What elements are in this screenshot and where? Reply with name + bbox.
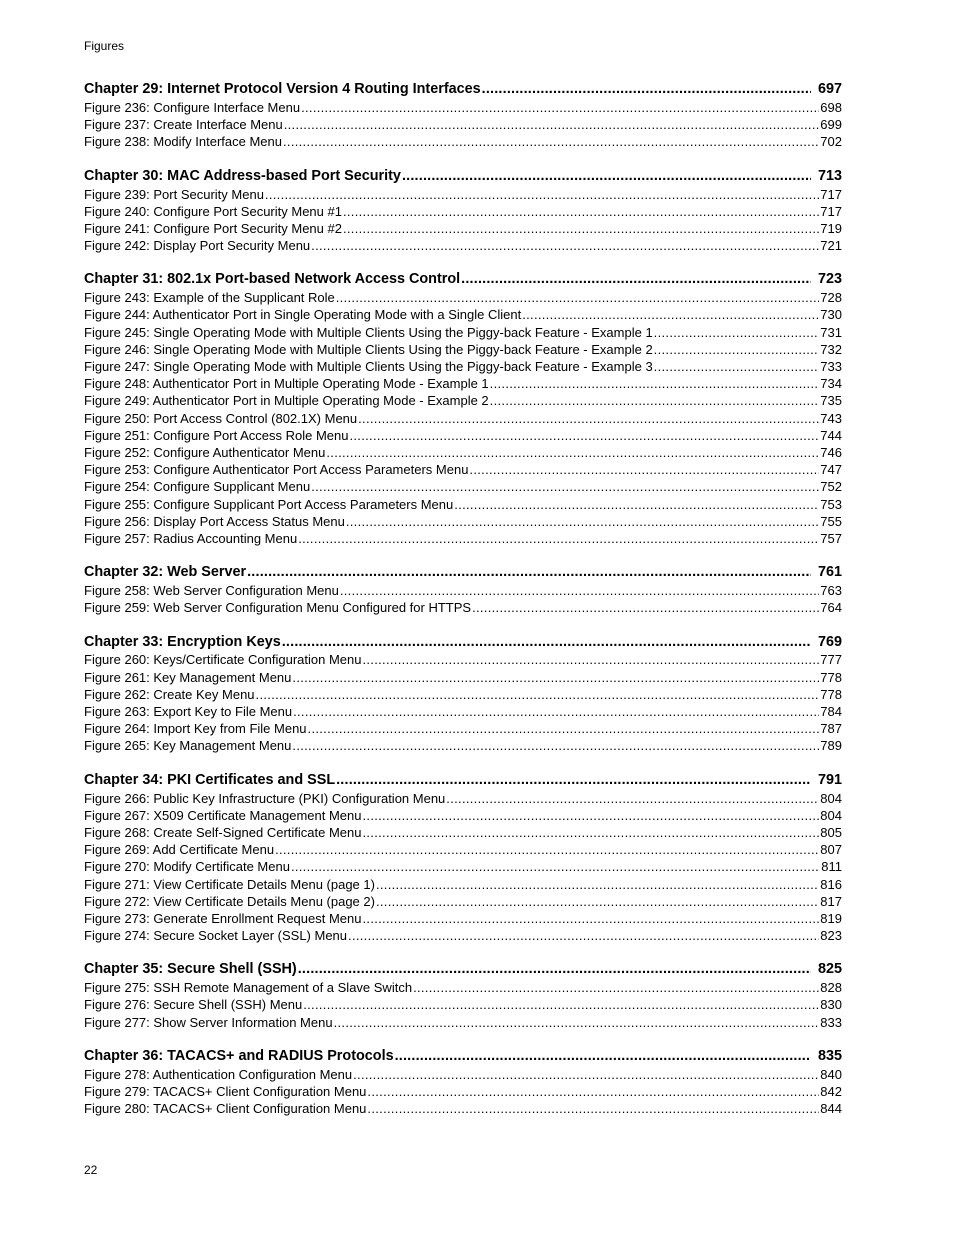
figure-page-number: 823	[820, 928, 842, 944]
dot-leader	[362, 652, 819, 669]
dot-leader	[298, 960, 811, 979]
figure-entry[interactable]	[84, 979, 842, 996]
figure-entry[interactable]	[84, 686, 842, 703]
dot-leader	[303, 997, 819, 1014]
figure-entry[interactable]	[84, 841, 842, 858]
figure-entry[interactable]	[84, 496, 842, 513]
dot-leader	[353, 1066, 819, 1083]
figure-entry[interactable]	[84, 427, 842, 444]
figure-page-number: 807	[820, 842, 842, 858]
figure-title: Figure 280: TACACS+ Client Configuration Menu	[84, 1101, 367, 1117]
dot-leader	[293, 703, 819, 720]
figure-title: Figure 270: Modify Certificate Menu	[84, 859, 290, 875]
figure-page-number: 819	[820, 910, 842, 926]
figure-title: Figure 260: Keys/Certificate Configuration Menu	[84, 652, 362, 668]
figure-page-number: 833	[820, 1014, 842, 1030]
dot-leader	[346, 513, 819, 530]
dot-leader	[301, 99, 819, 116]
figure-title: Figure 268: Create Self-Signed Certificate Menu	[84, 824, 362, 840]
dot-leader	[308, 720, 820, 737]
figure-title: Figure 254: Configure Supplicant Menu	[84, 479, 311, 495]
figure-title: Figure 245: Single Operating Mode with Multiple Clients Using the Piggy-back Feature - Example 1	[84, 324, 653, 340]
dot-leader	[362, 824, 819, 841]
table-of-figures	[84, 80, 842, 1133]
figure-entry[interactable]	[84, 461, 842, 478]
figure-title: Figure 277: Show Server Information Menu	[84, 1014, 333, 1030]
figure-title: Figure 247: Single Operating Mode with Multiple Clients Using the Piggy-back Feature - Example 3	[84, 359, 653, 375]
figure-title: Figure 244: Authenticator Port in Single Operating Mode with a Single Client	[84, 307, 522, 323]
figure-page-number: 743	[820, 410, 842, 426]
figure-entry[interactable]	[84, 324, 842, 341]
chapter-entry[interactable]	[84, 270, 842, 289]
figure-entry[interactable]	[84, 444, 842, 461]
figure-title: Figure 257: Radius Accounting Menu	[84, 530, 298, 546]
figure-page-number: 747	[820, 462, 842, 478]
dot-leader	[654, 341, 820, 358]
figure-entry[interactable]	[84, 807, 842, 824]
figure-entry[interactable]	[84, 392, 842, 409]
figure-title: Figure 236: Configure Interface Menu	[84, 99, 301, 115]
figure-page-number: 828	[820, 980, 842, 996]
figure-title: Figure 241: Configure Port Security Menu #2	[84, 220, 342, 236]
figure-title: Figure 262: Create Key Menu	[84, 686, 255, 702]
figure-page-number: 717	[820, 186, 842, 202]
figure-page-number: 844	[820, 1101, 842, 1117]
chapter-entry[interactable]	[84, 771, 842, 790]
toc-chapter	[84, 167, 842, 255]
figure-title: Figure 276: Secure Shell (SSH) Menu	[84, 997, 303, 1013]
figure-page-number: 735	[820, 393, 842, 409]
figure-entry[interactable]	[84, 99, 842, 116]
dot-leader	[395, 1047, 811, 1066]
toc-chapter	[84, 1047, 842, 1118]
dot-leader	[358, 410, 819, 427]
figure-entry[interactable]	[84, 375, 842, 392]
chapter-title: Chapter 33: Encryption Keys	[84, 633, 281, 650]
figure-page-number: 777	[820, 652, 842, 668]
figure-title: Figure 261: Key Management Menu	[84, 669, 292, 685]
chapter-title: Chapter 35: Secure Shell (SSH)	[84, 961, 297, 978]
dot-leader	[336, 771, 811, 790]
chapter-page-number: 723	[817, 271, 842, 288]
figure-page-number: 734	[820, 376, 842, 392]
figure-title: Figure 250: Port Access Control (802.1X) Menu	[84, 410, 358, 426]
figure-title: Figure 266: Public Key Infrastructure (PKI) Configuration Menu	[84, 790, 446, 806]
page-number: 22	[84, 1163, 98, 1177]
figure-title: Figure 246: Single Operating Mode with Multiple Clients Using the Piggy-back Feature - Example 2	[84, 341, 653, 357]
figure-entry[interactable]	[84, 237, 842, 254]
figure-page-number: 752	[820, 479, 842, 495]
dot-leader	[490, 375, 820, 392]
figure-title: Figure 274: Secure Socket Layer (SSL) Menu	[84, 928, 348, 944]
figure-page-number: 804	[820, 807, 842, 823]
figure-page-number: 840	[820, 1066, 842, 1082]
figure-page-number: 764	[820, 600, 842, 616]
dot-leader	[336, 289, 820, 306]
figure-page-number: 805	[820, 824, 842, 840]
figure-entry[interactable]	[84, 289, 842, 306]
figure-title: Figure 267: X509 Certificate Management Menu	[84, 807, 362, 823]
figure-title: Figure 237: Create Interface Menu	[84, 117, 283, 133]
dot-leader	[291, 858, 820, 875]
chapter-title: Chapter 32: Web Server	[84, 564, 247, 581]
figure-entry[interactable]	[84, 358, 842, 375]
toc-chapter	[84, 80, 842, 151]
figure-title: Figure 252: Configure Authenticator Menu	[84, 444, 326, 460]
dot-leader	[256, 686, 820, 703]
chapter-title: Chapter 30: MAC Address-based Port Security	[84, 167, 401, 184]
figure-page-number: 702	[820, 134, 842, 150]
figure-entry[interactable]	[84, 1100, 842, 1117]
chapter-entry[interactable]	[84, 633, 842, 652]
dot-leader	[348, 927, 819, 944]
chapter-page-number: 697	[817, 81, 842, 97]
dot-leader	[363, 910, 820, 927]
figure-title: Figure 255: Configure Supplicant Port Access Parameters Menu	[84, 496, 454, 512]
toc-chapter	[84, 960, 842, 1031]
figure-title: Figure 242: Display Port Security Menu	[84, 238, 311, 254]
dot-leader	[454, 496, 819, 513]
figure-entry[interactable]	[84, 824, 842, 841]
dot-leader	[490, 392, 820, 409]
dot-leader	[367, 1083, 819, 1100]
chapter-page-number: 713	[817, 167, 842, 184]
figure-entry[interactable]	[84, 203, 842, 220]
chapter-page-number: 791	[817, 771, 842, 788]
figure-entry[interactable]	[84, 652, 842, 669]
figure-entry[interactable]	[84, 582, 842, 599]
figure-entry[interactable]	[84, 1083, 842, 1100]
figure-page-number: 789	[820, 738, 842, 754]
figure-title: Figure 253: Configure Authenticator Port Access Parameters Menu	[84, 462, 469, 478]
chapter-title: Chapter 29: Internet Protocol Version 4 Routing Interfaces	[84, 81, 481, 97]
dot-leader	[376, 893, 819, 910]
figure-title: Figure 249: Authenticator Port in Multiple Operating Mode - Example 2	[84, 393, 489, 409]
chapter-title: Chapter 31: 802.1x Port-based Network Access Control	[84, 271, 461, 288]
figure-entry[interactable]	[84, 893, 842, 910]
figure-page-number: 698	[820, 99, 842, 115]
toc-chapter	[84, 563, 842, 616]
figure-entry[interactable]	[84, 116, 842, 133]
toc-chapter	[84, 633, 842, 755]
figure-page-number: 811	[821, 859, 842, 875]
dot-leader	[298, 530, 819, 547]
figure-entry[interactable]	[84, 307, 842, 324]
figure-title: Figure 259: Web Server Configuration Menu Configured for HTTPS	[84, 600, 472, 616]
dot-leader	[376, 876, 819, 893]
figure-page-number: 731	[820, 324, 842, 340]
chapter-page-number: 835	[817, 1047, 842, 1064]
figure-page-number: 733	[820, 359, 842, 375]
chapter-entry[interactable]	[84, 1047, 842, 1066]
figure-page-number: 732	[820, 341, 842, 357]
dot-leader	[654, 358, 820, 375]
dot-leader	[654, 324, 820, 341]
figure-title: Figure 243: Example of the Supplicant Role	[84, 290, 335, 306]
dot-leader	[363, 807, 820, 824]
figure-page-number: 817	[820, 893, 842, 909]
figure-title: Figure 271: View Certificate Details Menu (page 1)	[84, 876, 375, 892]
figure-page-number: 757	[820, 530, 842, 546]
figure-entry[interactable]	[84, 186, 842, 203]
figure-page-number: 744	[820, 427, 842, 443]
dot-leader	[446, 790, 819, 807]
dot-leader	[292, 737, 819, 754]
figure-entry[interactable]	[84, 341, 842, 358]
figure-entry[interactable]	[84, 513, 842, 530]
figure-entry[interactable]	[84, 720, 842, 737]
dot-leader	[343, 220, 819, 237]
figure-title: Figure 269: Add Certificate Menu	[84, 842, 275, 858]
dot-leader	[469, 461, 819, 478]
chapter-title: Chapter 34: PKI Certificates and SSL	[84, 771, 336, 788]
figure-entry[interactable]	[84, 997, 842, 1014]
figure-title: Figure 275: SSH Remote Management of a Slave Switch	[84, 980, 413, 996]
figure-title: Figure 265: Key Management Menu	[84, 738, 292, 754]
figure-page-number: 719	[820, 220, 842, 236]
figure-page-number: 728	[820, 290, 842, 306]
figure-title: Figure 248: Authenticator Port in Multiple Operating Mode - Example 1	[84, 376, 489, 392]
figure-title: Figure 279: TACACS+ Client Configuration Menu	[84, 1084, 367, 1100]
figure-entry[interactable]	[84, 669, 842, 686]
dot-leader	[282, 633, 811, 652]
figure-title: Figure 263: Export Key to File Menu	[84, 704, 293, 720]
figure-page-number: 787	[820, 721, 842, 737]
chapter-entry[interactable]	[84, 960, 842, 979]
dot-leader	[522, 307, 819, 324]
dot-leader	[311, 237, 819, 254]
toc-chapter	[84, 270, 842, 547]
figure-entry[interactable]	[84, 220, 842, 237]
figure-entry[interactable]	[84, 1014, 842, 1031]
figure-page-number: 778	[820, 686, 842, 702]
dot-leader	[340, 582, 819, 599]
figure-title: Figure 273: Generate Enrollment Request Menu	[84, 910, 362, 926]
dot-leader	[472, 599, 819, 616]
figure-entry[interactable]	[84, 790, 842, 807]
dot-leader	[275, 841, 819, 858]
figure-page-number: 717	[820, 203, 842, 219]
figure-page-number: 699	[820, 117, 842, 133]
figure-entry[interactable]	[84, 858, 842, 875]
dot-leader	[402, 167, 811, 186]
figure-title: Figure 278: Authentication Configuration Menu	[84, 1066, 353, 1082]
figure-page-number: 804	[820, 790, 842, 806]
dot-leader	[349, 427, 819, 444]
figure-title: Figure 239: Port Security Menu	[84, 186, 264, 202]
figure-page-number: 746	[820, 444, 842, 460]
dot-leader	[334, 1014, 820, 1031]
figure-entry[interactable]	[84, 410, 842, 427]
figure-title: Figure 272: View Certificate Details Menu (page 2)	[84, 893, 375, 909]
figure-title: Figure 240: Configure Port Security Menu #1	[84, 203, 342, 219]
dot-leader	[326, 444, 819, 461]
dot-leader	[343, 203, 819, 220]
figure-page-number: 830	[820, 997, 842, 1013]
figure-entry[interactable]	[84, 1066, 842, 1083]
dot-leader	[283, 133, 819, 150]
chapter-page-number: 825	[817, 961, 842, 978]
figure-entry[interactable]	[84, 737, 842, 754]
dot-leader	[461, 270, 811, 289]
figure-page-number: 755	[820, 513, 842, 529]
chapter-entry[interactable]	[84, 167, 842, 186]
figure-entry[interactable]	[84, 703, 842, 720]
running-header: Figures	[84, 39, 125, 53]
dot-leader	[367, 1100, 819, 1117]
dot-leader	[482, 80, 811, 99]
figure-page-number: 721	[820, 238, 842, 254]
figure-page-number: 730	[820, 307, 842, 323]
chapter-entry[interactable]	[84, 563, 842, 582]
figure-page-number: 763	[820, 583, 842, 599]
figure-page-number: 816	[820, 876, 842, 892]
figure-entry[interactable]	[84, 876, 842, 893]
figure-title: Figure 251: Configure Port Access Role Menu	[84, 427, 349, 443]
figure-page-number: 778	[820, 669, 842, 685]
figure-entry[interactable]	[84, 927, 842, 944]
figure-entry[interactable]	[84, 478, 842, 495]
figure-title: Figure 264: Import Key from File Menu	[84, 721, 307, 737]
dot-leader	[247, 563, 811, 582]
dot-leader	[413, 979, 819, 996]
figure-title: Figure 258: Web Server Configuration Menu	[84, 583, 339, 599]
chapter-entry[interactable]	[84, 80, 842, 99]
figure-page-number: 784	[820, 704, 842, 720]
figure-page-number: 753	[820, 496, 842, 512]
figure-title: Figure 256: Display Port Access Status Menu	[84, 513, 345, 529]
chapter-title: Chapter 36: TACACS+ and RADIUS Protocols	[84, 1047, 394, 1064]
figure-entry[interactable]	[84, 910, 842, 927]
dot-leader	[265, 186, 819, 203]
chapter-page-number: 761	[817, 564, 842, 581]
dot-leader	[311, 478, 819, 495]
figure-entry[interactable]	[84, 530, 842, 547]
dot-leader	[284, 116, 820, 133]
figure-entry[interactable]	[84, 133, 842, 150]
figure-page-number: 842	[820, 1084, 842, 1100]
toc-chapter	[84, 771, 842, 945]
figure-title: Figure 238: Modify Interface Menu	[84, 134, 282, 150]
figure-entry[interactable]	[84, 599, 842, 616]
dot-leader	[292, 669, 819, 686]
chapter-page-number: 769	[817, 633, 842, 650]
